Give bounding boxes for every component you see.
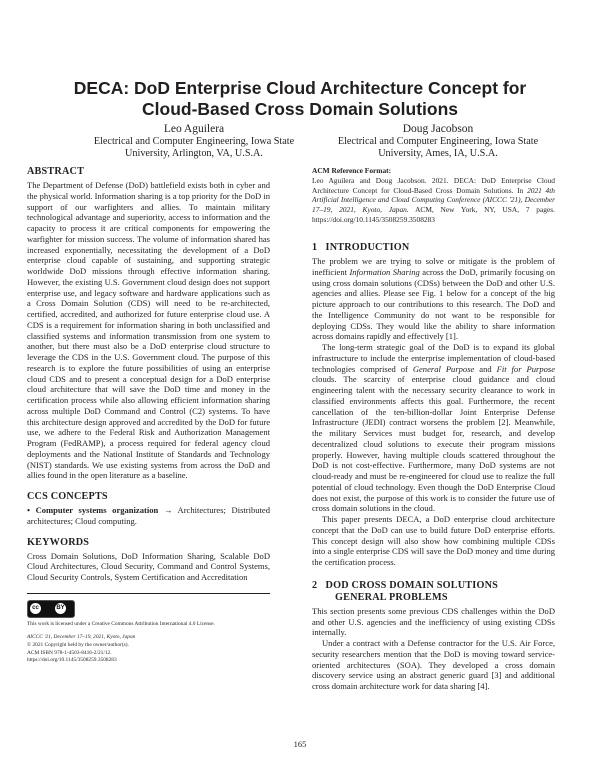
title-line: Cloud-Based Cross Domain Solutions — [142, 99, 458, 119]
left-column — [27, 166, 270, 665]
page-number: 165 — [293, 739, 307, 749]
footnote-divider — [27, 593, 270, 594]
ccs-heading: CCS CONCEPTS — [27, 491, 108, 502]
introduction-heading: 1 INTRODUCTION — [312, 242, 410, 254]
text: and — [474, 363, 497, 374]
by-icon: BY — [55, 603, 66, 614]
isbn-line: ACM ISBN 978-1-4503-8416-2/21/12. — [27, 649, 112, 656]
acm-reference-text — [312, 176, 555, 226]
keywords-heading: KEYWORDS — [27, 536, 90, 548]
ref-pre: Leo Aguilera and Doug Jacobson. 2021. DECA: DoD Enterprise Cloud Architecture Concept for Cloud-Based Cross Domain Solutions. In — [312, 175, 555, 195]
license-text: This work is licensed under a Creative Commons Attribution International 4.0 License. — [27, 620, 215, 627]
author-affiliation: Electrical and Computer Engineering, Iowa State — [337, 136, 539, 147]
venue: AICCC '21, December 17–19, 2021, Kyoto, Japan — [27, 634, 136, 641]
keywords-text: Cross Domain Solutions, DoD Information Sharing, Scalable DoD Cloud Architectures, Cloud Security, Command and Control Systems, Cloud Security Controls, System Certification and Accreditation — [27, 550, 270, 582]
heading-line: GENERAL PROBLEMS — [335, 591, 448, 603]
title-line: DECA: DoD Enterprise Cloud Architecture Concept for — [73, 78, 527, 98]
intro-paragraph — [312, 256, 555, 342]
heading-line: 2 DOD CROSS DOMAIN SOLUTIONS — [312, 579, 499, 591]
emphasis: Information Sharing — [349, 266, 420, 277]
cc-by-license-badge[interactable] — [27, 600, 75, 618]
author-name: Doug Jacobson — [402, 123, 474, 135]
author-location: University, Ames, IA, U.S.A. — [378, 147, 498, 159]
abstract-text: The Department of Defense (DoD) battlefield exists both in cyber and the physical world. Information sharing is a top priority for the DoD in support of our warfighters and allies. To maintain military technological advantage and superiority, access to information and the capacity to process it are critical components for empowering the warfighter for mission success. The volume of information shared has increased exponentially, necessitating the development of a DoD enterprise cloud capable of sustaining, and supporting strategic worldwide DoD missions through effective information sharing. However, the existing U.S. Government cloud design does not support enterprise use, and legacy software and hardware applications such as a Cross Domain Solution (CDS) will need to be re-architected, certified, accredited, and authorized for future enterprise cloud use. A CDS is a requirement for information sharing in both unclassified and classified systems and information transmission from one system to another, but there must also be a DoD enterprise cloud structure to leverage the CDS in the U.S. Government cloud. The purpose of this research is to explore the future possibilities of using an enterprise cloud CDS and to present a conceptual design for a DoD enterprise cloud architecture that will save the DoD time and money in the certification process while also allowing efficient information sharing across multiple DoD Command and Control (C2) systems. To have this architecture design approved and accredited by the DoD for future use, we adhere to the Federal Risk and Authorization Management Program (FedRAMP), a process required for federal agency cloud deployments and the National Institute of Standards and Technology (NIST) standards. We use existing systems from across the DoD and allies found in the open literature as a baseline. — [27, 180, 270, 481]
venue-line — [27, 634, 270, 642]
ccs-rest: → Architectures; Distributed architectures; Cloud computing. — [27, 505, 270, 526]
emphasis: Fit for Purpose — [496, 363, 555, 374]
ref-venue: 2021 4th Artificial Intelligence and Cloud Computing Conference (AICCC '21), December 17–19, 2021, Kyoto, Japan. — [312, 185, 556, 215]
intro-paragraph: This paper presents DECA, a DoD enterprise cloud architecture concept that the DoD can use to build future DoD enterprise efforts. This concept design will also show how combining multiple CDSs into a single enterprise CDS will save the DoD money and time during the certification process. — [312, 514, 555, 568]
right-column — [312, 166, 555, 692]
ref-post: ACM, New York, NY, USA, 7 pages. https://doi.org/10.1145/3508259.3508283 — [312, 205, 555, 225]
ccs-concept: • Computer systems organization — [27, 505, 159, 515]
acm-reference-heading: ACM Reference Format: — [312, 166, 392, 175]
author-affiliation: Electrical and Computer Engineering, Iowa State — [93, 136, 295, 147]
author-block — [308, 123, 568, 159]
text: The long-term strategic goal of the DoD is to expand its global infrastructure to include the enterprise implementation of cloud-based technologies comprised of — [312, 342, 555, 374]
abstract-heading: ABSTRACT — [27, 166, 85, 177]
author-name: Leo Aguilera — [163, 123, 225, 135]
text: across the DoD, primarily focusing on using cross domain solutions (CDSs) between the DoD and other U.S. agencies and allies. Please see Fig. 1 below for a concept of the big picture approach to our contributions to this research. The DoD and the Intelligence Community do not want to be responsible for deploying CDSs. They would like the ability to share information across domains rapidly and effectively [1]. — [312, 266, 555, 342]
doi-link[interactable]: https://doi.org/10.1145/3508259.3508283 — [27, 657, 117, 664]
section2-paragraph: Under a contract with a Defense contractor for the U.S. Air Force, security researchers mention that the DoD is moving toward service-oriented architectures (SOA). They developed a cross domain discovery service using an abstract generic guard [3] and additional cross domain architecture work for data sharing [4]. — [312, 638, 555, 692]
emphasis: General Purpose — [412, 363, 475, 374]
intro-paragraph — [312, 342, 555, 514]
section2-heading — [312, 580, 555, 604]
ccs-text — [27, 505, 270, 527]
author-block — [64, 123, 324, 159]
section2-paragraph: This section presents some previous CDS challenges within the DoD and other U.S. agencies and the inefficiency of using existing CDSs internally. — [312, 605, 555, 638]
paper-title — [0, 78, 600, 120]
author-location: University, Arlington, VA, U.S.A. — [125, 147, 263, 159]
cc-icon: cc — [30, 603, 41, 614]
copyright-line: © 2021 Copyright held by the owner/author(s). — [27, 641, 129, 648]
text: The problem we are trying to solve or mitigate is the problem of inefficient — [312, 256, 555, 277]
text: clouds. The scarcity of enterprise cloud guidance and cloud engineering talent with the necessary security clearance to work in classified environments affects this goal. Furthermore, the recent cancellation of the ten-billion-dollar Joint Enterprise Defense Infrastructure (JEDI) contract worsens the problem [2]. Meanwhile, the military Services must budget for, research, and develop decentralized cloud solutions to execute their program missions properly. However, having multiple clouds scattered throughout the DoD is not cost-effective. Furthermore, many DoD systems are not cloud-ready and must be re-engineered for cloud use to realize the full potential of cloud technology. Even though the DoD Enterprise Cloud does not exist, the purpose of this work is to consider the future use of cross domain solutions in the cloud. — [312, 374, 555, 514]
